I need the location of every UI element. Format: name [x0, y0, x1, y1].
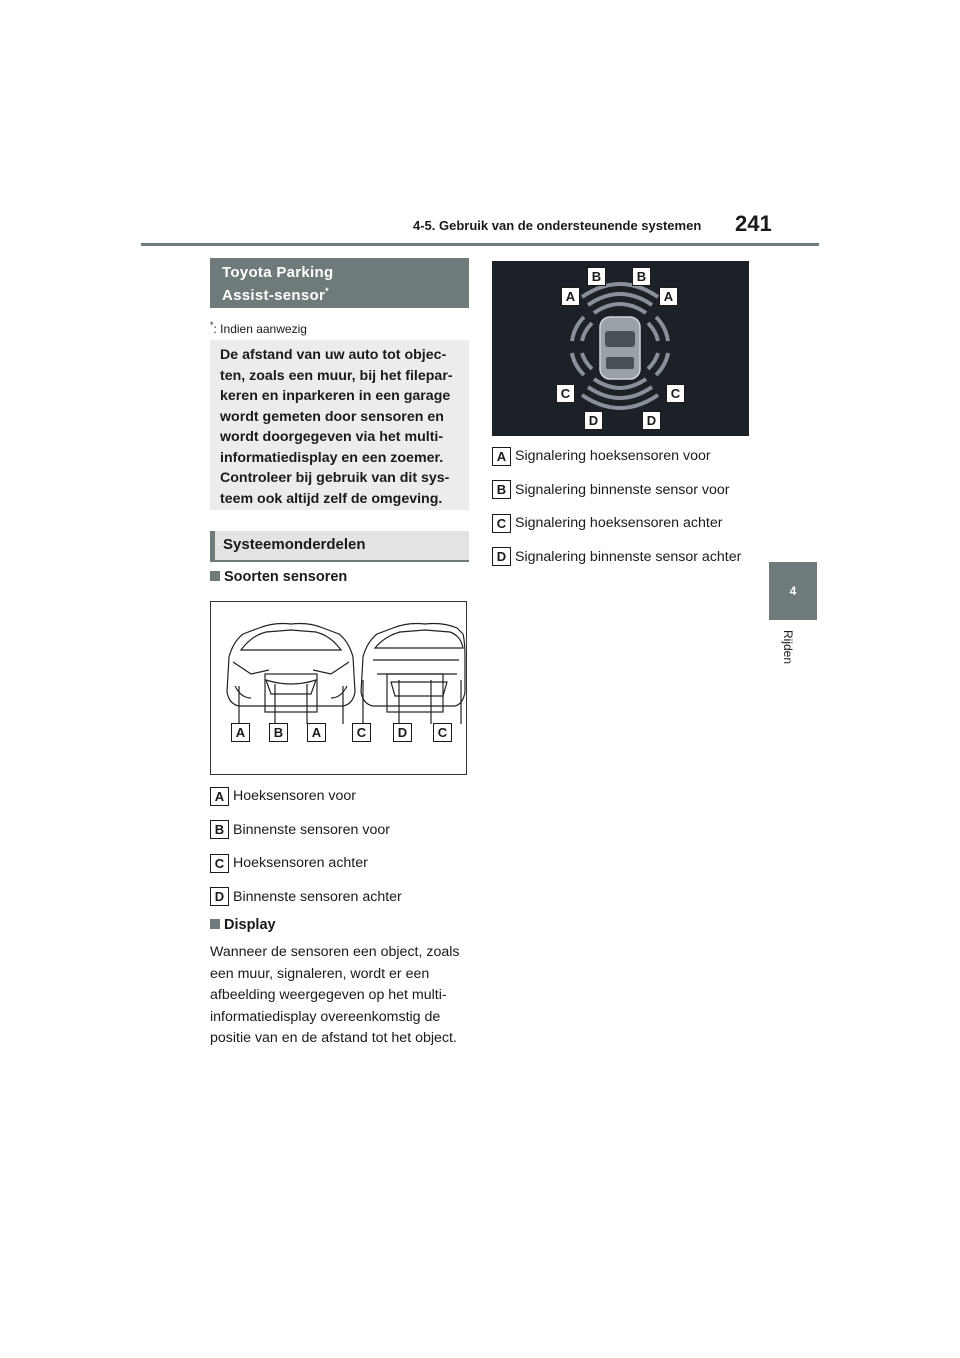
page-number: 241: [735, 211, 772, 236]
display-label-d-left: D: [584, 411, 603, 430]
display-label-b-left: B: [587, 267, 606, 286]
legend-item: B Signalering binnenste sensor voor: [492, 480, 741, 500]
diagram-label-a: A: [231, 723, 250, 742]
section-title-line1: Toyota Parking: [222, 264, 334, 281]
diagram-label-c: C: [352, 723, 371, 742]
intro-line: Controleer bij gebruik van dit sys-: [220, 470, 450, 486]
display-label-c-right: C: [666, 384, 685, 403]
footnote: *: Indien aanwezig: [210, 320, 307, 336]
display-label-a-right: A: [659, 287, 678, 306]
intro-line: keren en inparkeren in een garage: [220, 388, 451, 404]
intro-line: ten, zoals een muur, bij het filepar-: [220, 367, 453, 384]
intro-line: De afstand van uw auto tot objec-: [220, 347, 447, 363]
legend-item: C Hoeksensoren achter: [210, 853, 402, 873]
intro-line: wordt gemeten door sensoren en: [220, 408, 444, 425]
display-label-a-left: A: [561, 287, 580, 306]
intro-box: [210, 340, 469, 510]
multi-info-display-illustration: [492, 261, 749, 436]
diagram-label-d: D: [393, 723, 412, 742]
running-header: 4-5. Gebruik van de ondersteunende systemen: [413, 218, 702, 233]
display-paragraph: Wanneer de sensoren een object, zoals een muur, signaleren, wordt er een afbeelding weergegeven op het multi- informatiedisplay overeenkomstig de positie van en de afstand tot het object.: [210, 944, 460, 1046]
legend-item: D Signalering binnenste sensor achter: [492, 547, 741, 567]
legend-item: A Hoeksensoren voor: [210, 786, 402, 806]
diagram-label-b: B: [269, 723, 288, 742]
sensor-location-diagram: [210, 601, 467, 775]
sensor-arcs-graphic: [492, 261, 749, 436]
car-front-rear-illustration: [211, 602, 466, 774]
section-title-components: Systeemonderdelen: [210, 531, 469, 562]
subheading-sensor-types: Soorten sensoren: [210, 569, 347, 585]
sensor-legend: [210, 786, 402, 907]
diagram-label-c: C: [433, 723, 452, 742]
legend-item: C Signalering hoeksensoren achter: [492, 513, 741, 533]
diagram-label-a: A: [307, 723, 326, 742]
legend-item: A Signalering hoeksensoren voor: [492, 446, 741, 466]
subheading-display: Display: [210, 917, 276, 933]
header-rule: [141, 243, 819, 246]
chapter-tab: [769, 562, 817, 620]
display-label-c-left: C: [556, 384, 575, 403]
section-title-line2: Assist-sensor*: [222, 286, 329, 304]
square-bullet-icon: [210, 571, 220, 581]
intro-line: informatiedisplay en een zoemer.: [220, 449, 444, 466]
legend-item: D Binnenste sensoren achter: [210, 887, 402, 907]
chapter-label: Rijden: [781, 630, 795, 665]
square-bullet-icon: [210, 919, 220, 929]
intro-line: wordt doorgegeven via het multi-: [220, 429, 444, 445]
display-legend: [492, 446, 741, 567]
intro-line: teem ook altijd zelf de omgeving.: [220, 490, 443, 507]
display-label-b-right: B: [632, 267, 651, 286]
legend-item: B Binnenste sensoren voor: [210, 820, 402, 840]
chapter-number: 4: [789, 584, 797, 598]
display-label-d-right: D: [642, 411, 661, 430]
section-title-parking-assist: [210, 258, 469, 308]
